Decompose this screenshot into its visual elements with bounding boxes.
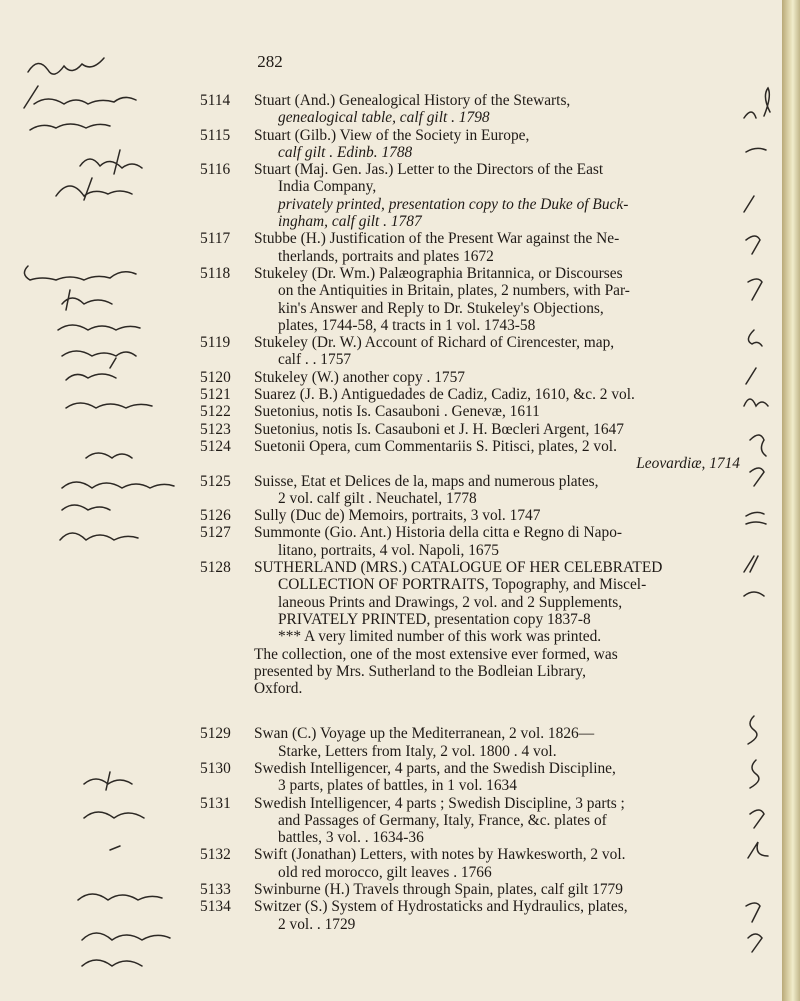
- entry-line: therlands, portraits and plates 1672: [278, 247, 494, 265]
- entry-line: ingham, calf gilt . 1787: [278, 213, 422, 231]
- catalogue-entry: [200, 898, 740, 933]
- entry-line: Suetonius, notis Is. Casauboni et J. H. Bœcleri Argent, 1647: [254, 420, 624, 438]
- lot-number: 5116: [200, 161, 231, 179]
- entry-line: India Company,: [278, 178, 377, 196]
- catalogue-entry: [200, 881, 740, 898]
- lot-number: 5124: [200, 437, 231, 455]
- catalogue-entry: [200, 421, 740, 438]
- entry-line: Stuart (And.) Genealogical History of the Stewarts,: [254, 92, 571, 109]
- entry-line: Stuart (Maj. Gen. Jas.) Letter to the Directors of the East: [254, 161, 604, 179]
- catalogue-entry: [200, 524, 740, 559]
- entry-line: Swedish Intelligencer, 4 parts, and the Swedish Discipline,: [254, 759, 616, 777]
- catalogue-entry: [200, 846, 740, 881]
- lot-number: 5127: [200, 524, 231, 542]
- entry-line: calf . . 1757: [278, 351, 352, 369]
- catalogue-entry: [200, 386, 740, 403]
- entry-line: Suarez (J. B.) Antiguedades de Cadiz, Cadiz, 1610, &c. 2 vol.: [254, 386, 635, 404]
- catalogue-entry: [200, 403, 740, 420]
- entry-line: Sully (Duc de) Memoirs, portraits, 3 vol. 1747: [254, 507, 541, 525]
- entry-line: Stuart (Gilb.) View of the Society in Europe,: [254, 126, 530, 144]
- entry-line: Swift (Jonathan) Letters, with notes by Hawkesworth, 2 vol.: [254, 846, 626, 864]
- lot-number: 5114: [200, 92, 231, 109]
- catalogue-entries: [200, 92, 740, 933]
- entry-line: genealogical table, calf gilt . 1798: [278, 109, 490, 127]
- catalogue-entry: [200, 230, 740, 265]
- catalogue-entry: [200, 161, 740, 230]
- lot-number: 5118: [200, 264, 231, 282]
- catalogue-entry: [200, 369, 740, 386]
- entry-line: 2 vol. . 1729: [278, 915, 356, 933]
- entry-line: laneous Prints and Drawings, 2 vol. and 2 Supplements,: [278, 593, 623, 611]
- lot-number: 5134: [200, 898, 231, 916]
- lot-number: 5128: [200, 559, 231, 577]
- entry-line: on the Antiquities in Britain, plates, 2 numbers, with Par-: [278, 282, 630, 300]
- catalogue-entry: [200, 559, 740, 628]
- entry-line: Stubbe (H.) Justification of the Present War against the Ne-: [254, 230, 620, 248]
- lot-number: 5123: [200, 420, 231, 438]
- entry-line: Summonte (Gio. Ant.) Historia della citta e Regno di Napo-: [254, 524, 623, 542]
- entry-line: 2 vol. calf gilt . Neuchatel, 1778: [278, 489, 477, 507]
- entry-line: Suetonii Opera, cum Commentariis S. Pitisci, plates, 2 vol.: [254, 437, 617, 455]
- catalogue-entry: [200, 795, 740, 847]
- footnote: [200, 628, 740, 697]
- catalogue-entry: [200, 760, 740, 795]
- lot-number: 5131: [200, 794, 231, 812]
- entry-line: kin's Answer and Reply to Dr. Stukeley's Objections,: [278, 299, 604, 317]
- entry-line: Starke, Letters from Italy, 2 vol. 1800 . 4 vol.: [278, 742, 557, 760]
- lot-number: 5133: [200, 881, 231, 899]
- entry-line: battles, 3 vol. . 1634-36: [278, 829, 424, 847]
- handwritten-margin-notes-left: [0, 0, 200, 1001]
- lot-number: 5125: [200, 472, 231, 490]
- entry-line: 3 parts, plates of battles, in 1 vol. 1634: [278, 777, 517, 795]
- entry-line: plates, 1744-58, 4 tracts in 1 vol. 1743-58: [278, 316, 536, 334]
- lot-number: 5129: [200, 725, 231, 743]
- lot-number: 5115: [200, 126, 231, 144]
- catalogue-entry: [200, 92, 740, 127]
- footnote-line: Oxford.: [254, 680, 303, 698]
- entry-line: Swan (C.) Voyage up the Mediterranean, 2 vol. 1826—: [254, 725, 595, 743]
- catalogue-entry: [200, 725, 740, 760]
- binding-edge: [782, 0, 800, 1001]
- entry-line: Leovardiæ, 1714: [636, 455, 740, 473]
- entry-line: Suetonius, notis Is. Casauboni . Genevæ, 1611: [254, 403, 540, 421]
- catalogue-entry: [200, 334, 740, 369]
- lot-number: 5117: [200, 230, 231, 248]
- entry-line: privately printed, presentation copy to the Duke of Buck-: [278, 195, 629, 213]
- entry-line: Stukeley (Dr. Wm.) Palæographia Britannica, or Discourses: [254, 264, 623, 282]
- entry-line: Swinburne (H.) Travels through Spain, plates, calf gilt 1779: [254, 881, 623, 899]
- entry-line: Stukeley (Dr. W.) Account of Richard of Cirencester, map,: [254, 334, 615, 352]
- footnote-line: The collection, one of the most extensive ever formed, was: [254, 645, 618, 663]
- lot-number: 5121: [200, 386, 231, 404]
- lot-number: 5120: [200, 368, 231, 386]
- catalogue-entry: [200, 265, 740, 334]
- catalogue-entry: [200, 127, 740, 162]
- entry-line: COLLECTION OF PORTRAITS, Topography, and Miscel-: [278, 576, 647, 594]
- catalogue-entry: [200, 438, 740, 473]
- lot-number: 5130: [200, 759, 231, 777]
- entry-line: and Passages of Germany, Italy, France, &c. plates of: [278, 811, 607, 829]
- entry-line: Switzer (S.) System of Hydrostaticks and Hydraulics, plates,: [254, 898, 628, 916]
- catalogue-entry: [200, 473, 740, 508]
- entry-line: Swedish Intelligencer, 4 parts ; Swedish Discipline, 3 parts ;: [254, 794, 625, 812]
- footnote-line: *** A very limited number of this work was printed.: [278, 628, 602, 646]
- entry-line: PRIVATELY PRINTED, presentation copy 1837-8: [278, 610, 591, 628]
- catalogue-entry: [200, 507, 740, 524]
- entry-line: Stukeley (W.) another copy . 1757: [254, 368, 466, 386]
- lot-number: 5126: [200, 507, 231, 525]
- entry-line: litano, portraits, 4 vol. Napoli, 1675: [278, 541, 499, 559]
- lot-number: 5119: [200, 334, 231, 352]
- entry-line: SUTHERLAND (MRS.) CATALOGUE OF HER CELEBRATED: [254, 559, 663, 577]
- entry-line: calf gilt . Edinb. 1788: [278, 143, 413, 161]
- page-number: 282: [257, 52, 283, 71]
- lot-number: 5132: [200, 846, 231, 864]
- lot-number: 5122: [200, 403, 231, 421]
- entry-line: Suisse, Etat et Delices de la, maps and numerous plates,: [254, 472, 599, 490]
- entry-line: old red morocco, gilt leaves . 1766: [278, 863, 492, 881]
- footnote-line: presented by Mrs. Sutherland to the Bodleian Library,: [254, 662, 586, 680]
